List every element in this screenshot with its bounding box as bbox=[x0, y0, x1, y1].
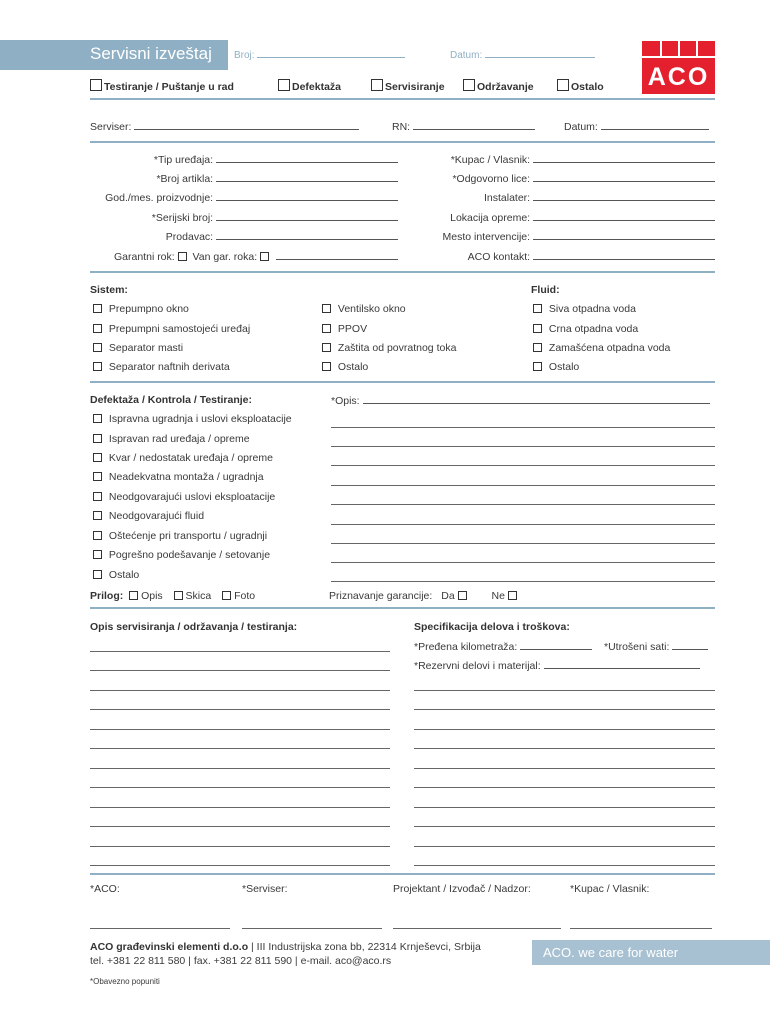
checkbox-van-gar-roka[interactable] bbox=[260, 252, 269, 261]
checkbox-prilog-skica[interactable] bbox=[174, 591, 183, 600]
sistem-item[interactable]: Separator masti bbox=[93, 342, 183, 354]
instalater-field[interactable]: Instalater: bbox=[400, 191, 715, 204]
divider bbox=[90, 98, 715, 100]
sistem-item[interactable]: PPOV bbox=[322, 323, 367, 335]
opis-servisiranja-line[interactable] bbox=[90, 748, 390, 749]
checkbox-defektaza[interactable] bbox=[278, 79, 290, 91]
defektaza-item[interactable]: Neadekvatna montaža / ugradnja bbox=[93, 471, 264, 483]
specifikacija-title: Specifikacija delova i troškova: bbox=[414, 621, 570, 633]
checkbox-testiranje[interactable] bbox=[90, 79, 102, 91]
footer-contact: tel. +381 22 811 580 | fax. +381 22 811 590 | e-mail. aco@aco.rs bbox=[90, 955, 392, 967]
rezervni-delovi-field[interactable]: *Rezervni delovi i materijal: bbox=[414, 659, 700, 672]
fluid-item[interactable]: Crna otpadna voda bbox=[533, 323, 638, 335]
opis-servisiranja-title: Opis servisiranja / održavanja / testiranja: bbox=[90, 621, 298, 633]
divider bbox=[90, 607, 715, 609]
checkbox-garantni-rok[interactable] bbox=[178, 252, 187, 261]
sistem-item[interactable]: Zaštita od povratnog toka bbox=[322, 342, 456, 354]
fluid-title: Fluid: bbox=[531, 284, 560, 296]
checkbox-ostalo-type[interactable] bbox=[557, 79, 569, 91]
rn-field[interactable]: RN: bbox=[392, 120, 535, 133]
divider bbox=[90, 381, 715, 383]
defektaza-item[interactable]: Kvar / nedostatak uređaja / opreme bbox=[93, 452, 273, 464]
opis-servisiranja-line[interactable] bbox=[90, 709, 390, 710]
opis-servisiranja-line[interactable] bbox=[90, 651, 390, 652]
signature-projektant-line[interactable] bbox=[393, 928, 561, 929]
sistem-item[interactable]: Ventilsko okno bbox=[322, 303, 406, 315]
service-type-row: Testiranje / Puštanje u rad bbox=[90, 79, 234, 93]
page-title: Servisni izveštaj bbox=[90, 44, 212, 63]
specifikacija-line[interactable] bbox=[414, 826, 715, 827]
mesto-intervencije-field[interactable]: Mesto intervencije: bbox=[400, 230, 715, 243]
opis-servisiranja-line[interactable] bbox=[90, 729, 390, 730]
opis-line[interactable] bbox=[331, 543, 715, 544]
broj-artikla-field[interactable]: *Broj artikla: bbox=[90, 172, 398, 185]
prodavac-field[interactable]: Prodavac: bbox=[90, 230, 398, 243]
sistem-item[interactable]: Prepumpni samostojeći uređaj bbox=[93, 323, 250, 335]
garancija-row: Priznavanje garancije: Da Ne bbox=[329, 590, 517, 602]
datum-header-label: Datum: bbox=[450, 48, 595, 61]
signature-serviser-label: *Serviser: bbox=[242, 883, 288, 895]
specifikacija-line[interactable] bbox=[414, 709, 715, 710]
checkbox-servisiranje[interactable] bbox=[371, 79, 383, 91]
opis-servisiranja-line[interactable] bbox=[90, 670, 390, 671]
sistem-title: Sistem: bbox=[90, 284, 128, 296]
opis-line[interactable] bbox=[331, 485, 715, 486]
divider bbox=[90, 271, 715, 273]
specifikacija-line[interactable] bbox=[414, 748, 715, 749]
opis-line[interactable] bbox=[331, 524, 715, 525]
checkbox-odrzavanje[interactable] bbox=[463, 79, 475, 91]
signature-kupac-line[interactable] bbox=[570, 928, 712, 929]
opis-servisiranja-line[interactable] bbox=[90, 865, 390, 866]
sistem-item[interactable]: Prepumpno okno bbox=[93, 303, 189, 315]
opis-line[interactable] bbox=[331, 581, 715, 582]
sistem-item[interactable]: Separator naftnih derivata bbox=[93, 361, 230, 373]
fluid-item[interactable]: Siva otpadna voda bbox=[533, 303, 636, 315]
specifikacija-line[interactable] bbox=[414, 787, 715, 788]
checkbox-prilog-opis[interactable] bbox=[129, 591, 138, 600]
defektaza-item[interactable]: Pogrešno podešavanje / setovanje bbox=[93, 549, 270, 561]
opis-servisiranja-line[interactable] bbox=[90, 787, 390, 788]
fluid-item[interactable]: Zamašćena otpadna voda bbox=[533, 342, 670, 354]
defektaza-item[interactable]: Ispravna ugradnja i uslovi eksploatacije bbox=[93, 413, 292, 425]
divider bbox=[90, 141, 715, 143]
signature-projektant-label: Projektant / Izvođač / Nadzor: bbox=[393, 883, 531, 895]
defektaza-item[interactable]: Neodgovarajući fluid bbox=[93, 510, 204, 522]
aco-kontakt-field[interactable]: ACO kontakt: bbox=[400, 250, 715, 263]
specifikacija-line[interactable] bbox=[414, 729, 715, 730]
specifikacija-line[interactable] bbox=[414, 768, 715, 769]
signature-aco-label: *ACO: bbox=[90, 883, 120, 895]
specifikacija-line[interactable] bbox=[414, 690, 715, 691]
checkbox-garancija-ne[interactable] bbox=[508, 591, 517, 600]
opis-line[interactable] bbox=[331, 465, 715, 466]
defektaza-item[interactable]: Neodgovarajući uslovi eksploatacije bbox=[93, 491, 275, 503]
required-note: *Obavezno popuniti bbox=[90, 977, 160, 986]
opis-line[interactable] bbox=[331, 427, 715, 428]
defektaza-item[interactable]: Ispravan rad uređaja / opreme bbox=[93, 433, 250, 445]
slogan-text: ACO. we care for water bbox=[543, 945, 679, 960]
broj-label: Broj: bbox=[234, 48, 405, 61]
checkbox-prilog-foto[interactable] bbox=[222, 591, 231, 600]
footer-company: ACO građevinski elementi d.o.o | III Industrijska zona bb, 22314 Krnješevci, Srbija bbox=[90, 941, 481, 953]
prilog-row: Prilog: Opis Skica Foto bbox=[90, 590, 256, 602]
specifikacija-line[interactable] bbox=[414, 807, 715, 808]
opis-servisiranja-line[interactable] bbox=[90, 826, 390, 827]
defektaza-item[interactable]: Oštećenje pri transportu / ugradnji bbox=[93, 530, 267, 542]
garantni-rok-row: Garantni rok: Van gar. roka: bbox=[90, 250, 398, 263]
serijski-broj-field[interactable]: *Serijski broj: bbox=[90, 211, 398, 224]
lokacija-opreme-field[interactable]: Lokacija opreme: bbox=[400, 211, 715, 224]
divider bbox=[90, 873, 715, 875]
specifikacija-line[interactable] bbox=[414, 846, 715, 847]
defektaza-title: Defektaža / Kontrola / Testiranje: bbox=[90, 394, 253, 406]
signature-serviser-line[interactable] bbox=[242, 928, 382, 929]
defektaza-item[interactable]: Ostalo bbox=[93, 569, 139, 581]
aco-logo bbox=[642, 41, 715, 94]
checkbox-garancija-da[interactable] bbox=[458, 591, 467, 600]
opis-servisiranja-line[interactable] bbox=[90, 690, 390, 691]
logo-text: ACO bbox=[647, 63, 710, 91]
opis-servisiranja-line[interactable] bbox=[90, 846, 390, 847]
tip-uredjaja-field[interactable]: *Tip uređaja: bbox=[90, 153, 398, 166]
fluid-item[interactable]: Ostalo bbox=[533, 361, 579, 373]
opis-line[interactable] bbox=[331, 562, 715, 563]
godina-proizvodnje-field[interactable]: God./mes. proizvodnje: bbox=[90, 191, 398, 204]
specifikacija-line[interactable] bbox=[414, 865, 715, 866]
odgovorno-lice-field[interactable]: *Odgovorno lice: bbox=[400, 172, 715, 185]
datum-field[interactable]: Datum: bbox=[564, 120, 709, 133]
utroseni-sati-field[interactable]: *Utrošeni sati: bbox=[604, 640, 708, 653]
footer-email[interactable]: aco@aco.rs bbox=[335, 955, 392, 967]
sistem-item[interactable]: Ostalo bbox=[322, 361, 368, 373]
opis-line[interactable] bbox=[331, 446, 715, 447]
kupac-vlasnik-field[interactable]: *Kupac / Vlasnik: bbox=[400, 153, 715, 166]
opis-servisiranja-line[interactable] bbox=[90, 768, 390, 769]
serviser-field[interactable]: Serviser: bbox=[90, 120, 359, 133]
kilometraza-field[interactable]: *Pređena kilometraža: bbox=[414, 640, 592, 653]
signature-aco-line[interactable] bbox=[90, 928, 230, 929]
opis-servisiranja-line[interactable] bbox=[90, 807, 390, 808]
opis-line[interactable] bbox=[331, 504, 715, 505]
signature-kupac-label: *Kupac / Vlasnik: bbox=[570, 883, 650, 895]
opis-field[interactable]: *Opis: bbox=[331, 394, 710, 407]
